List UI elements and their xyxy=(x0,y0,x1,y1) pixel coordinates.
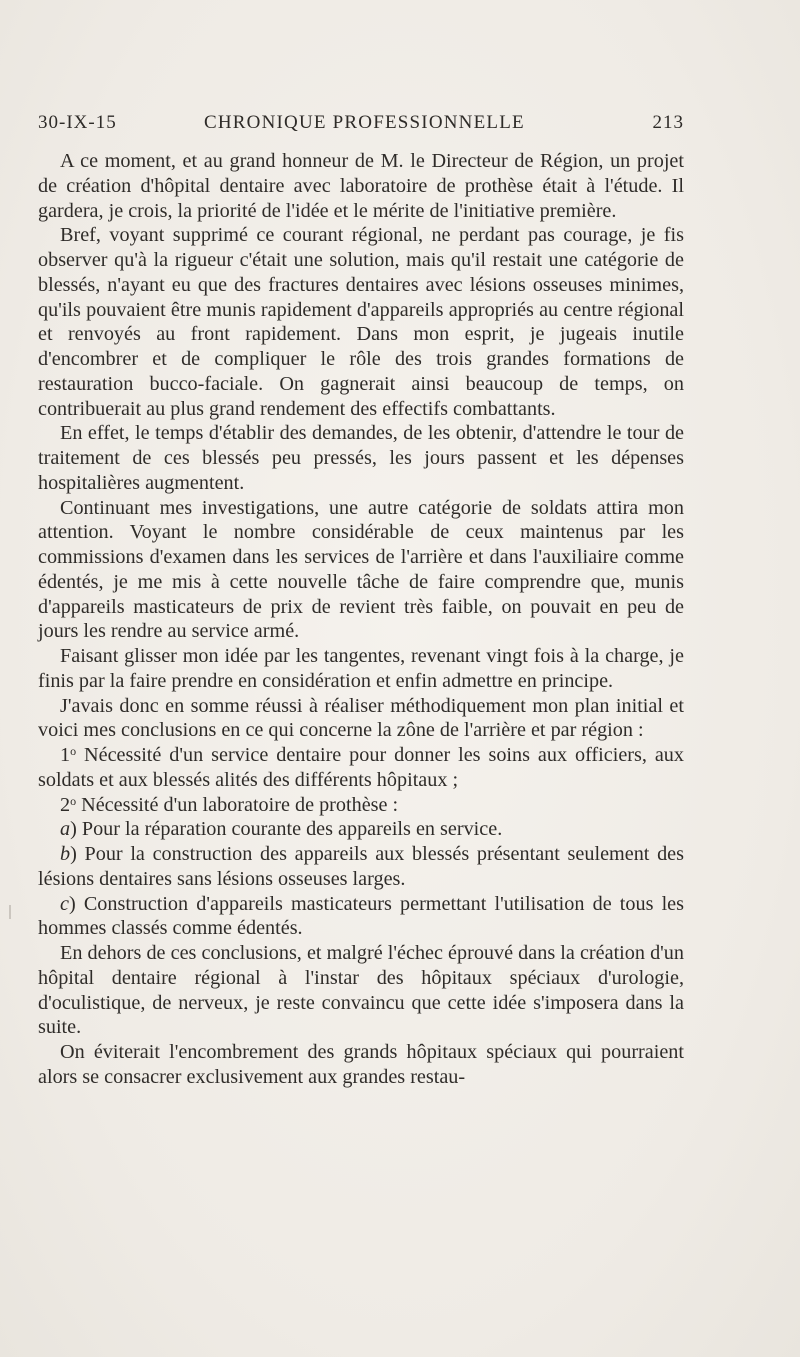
conclusion-item-2c: c) Construction d'appareils masticateurs permettant l'utilisation de tous les hommes classés comme édentés. xyxy=(38,892,684,940)
paragraph-7: En dehors de ces conclusions, et malgré l'échec éprouvé dans la création d'un hôpital dentaire régional à l'instar des hôpitaux spéciaux d'urologie, d'oculistique, de nerveux, je reste convaincu que cette idée s'imposera dans la suite. xyxy=(38,942,684,1039)
paragraph-8: On éviterait l'encombrement des grands hôpitaux spéciaux qui pourraient alors se consacrer exclusivement aux grandes restau- xyxy=(38,1041,684,1088)
header-date: 30-IX-15 xyxy=(38,112,117,133)
paragraph-4: Continuant mes investigations, une autre catégorie de soldats attira mon attention. Voyant le nombre considérable de ceux maintenus par les commissions d'examen dans les services de l'arrière et dans l'auxiliaire comme édentés, je me mis à cette nouvelle tâche de faire comprendre que, munis d'appareils masticateurs de prix de revient très faible, on pouvait en peu de jours les rendre au service armé. xyxy=(38,496,684,643)
conclusion-item-1: 1$^o$ Nécessité d'un service dentaire pour donner les soins aux officiers, aux soldats et aux blessés alités des différents hôpitaux ; xyxy=(38,744,684,791)
header-title: CHRONIQUE PROFESSIONNELLE xyxy=(204,112,525,133)
margin-mark xyxy=(9,905,11,919)
conclusion-item-2: 2$^o$ Nécessité d'un laboratoire de prothèse : xyxy=(60,793,399,816)
conclusion-item-2b: b) Pour la construction des appareils aux blessés présentant seulement des lésions dentaires sans lésions osseuses larges. xyxy=(38,843,684,890)
paragraph-3: En effet, le temps d'établir des demandes, de les obtenir, d'attendre le tour de traitement de ces blessés peu pressés, les jours passent et les dépenses hospitalières augmentent. xyxy=(38,422,684,494)
paragraph-6: J'avais donc en somme réussi à réaliser méthodiquement mon plan initial et voici mes conclusions en ce qui concerne la zône de l'arrière et par région : xyxy=(38,694,684,742)
header-page-number: 213 xyxy=(652,112,684,133)
conclusion-item-2a: a) Pour la réparation courante des appareils en service. xyxy=(60,818,503,841)
paragraph-2: Bref, voyant supprimé ce courant régional, ne perdant pas courage, je fis observer qu'à la rigueur c'était une solution, mais qu'il restait une catégorie de blessés, n'ayant eu que des fractures dentaires avec lésions osseuses minimes, qu'ils pouvaient être munis rapidement d'appareils appropriés au centre régional et renvoyés au front rapidement. Dans mon esprit, je jugeais inutile d'encombrer et de compliquer le rôle des trois grandes formations de restauration bucco-faciale. On gagnerait ainsi beaucoup de temps, on contribuerait au plus grand rendement des effectifs combattants. xyxy=(38,224,684,420)
body-text xyxy=(38,149,684,1090)
paragraph-1: A ce moment, et au grand honneur de M. le Directeur de Région, un projet de création d'hôpital dentaire avec laboratoire de prothèse était à l'étude. Il gardera, je crois, la priorité de l'idée et le mérite de l'initiative première. xyxy=(38,150,684,222)
paragraph-5: Faisant glisser mon idée par les tangentes, revenant vingt fois à la charge, je finis par la faire prendre en considération et enfin admettre en principe. xyxy=(38,645,684,692)
running-header xyxy=(38,112,684,142)
